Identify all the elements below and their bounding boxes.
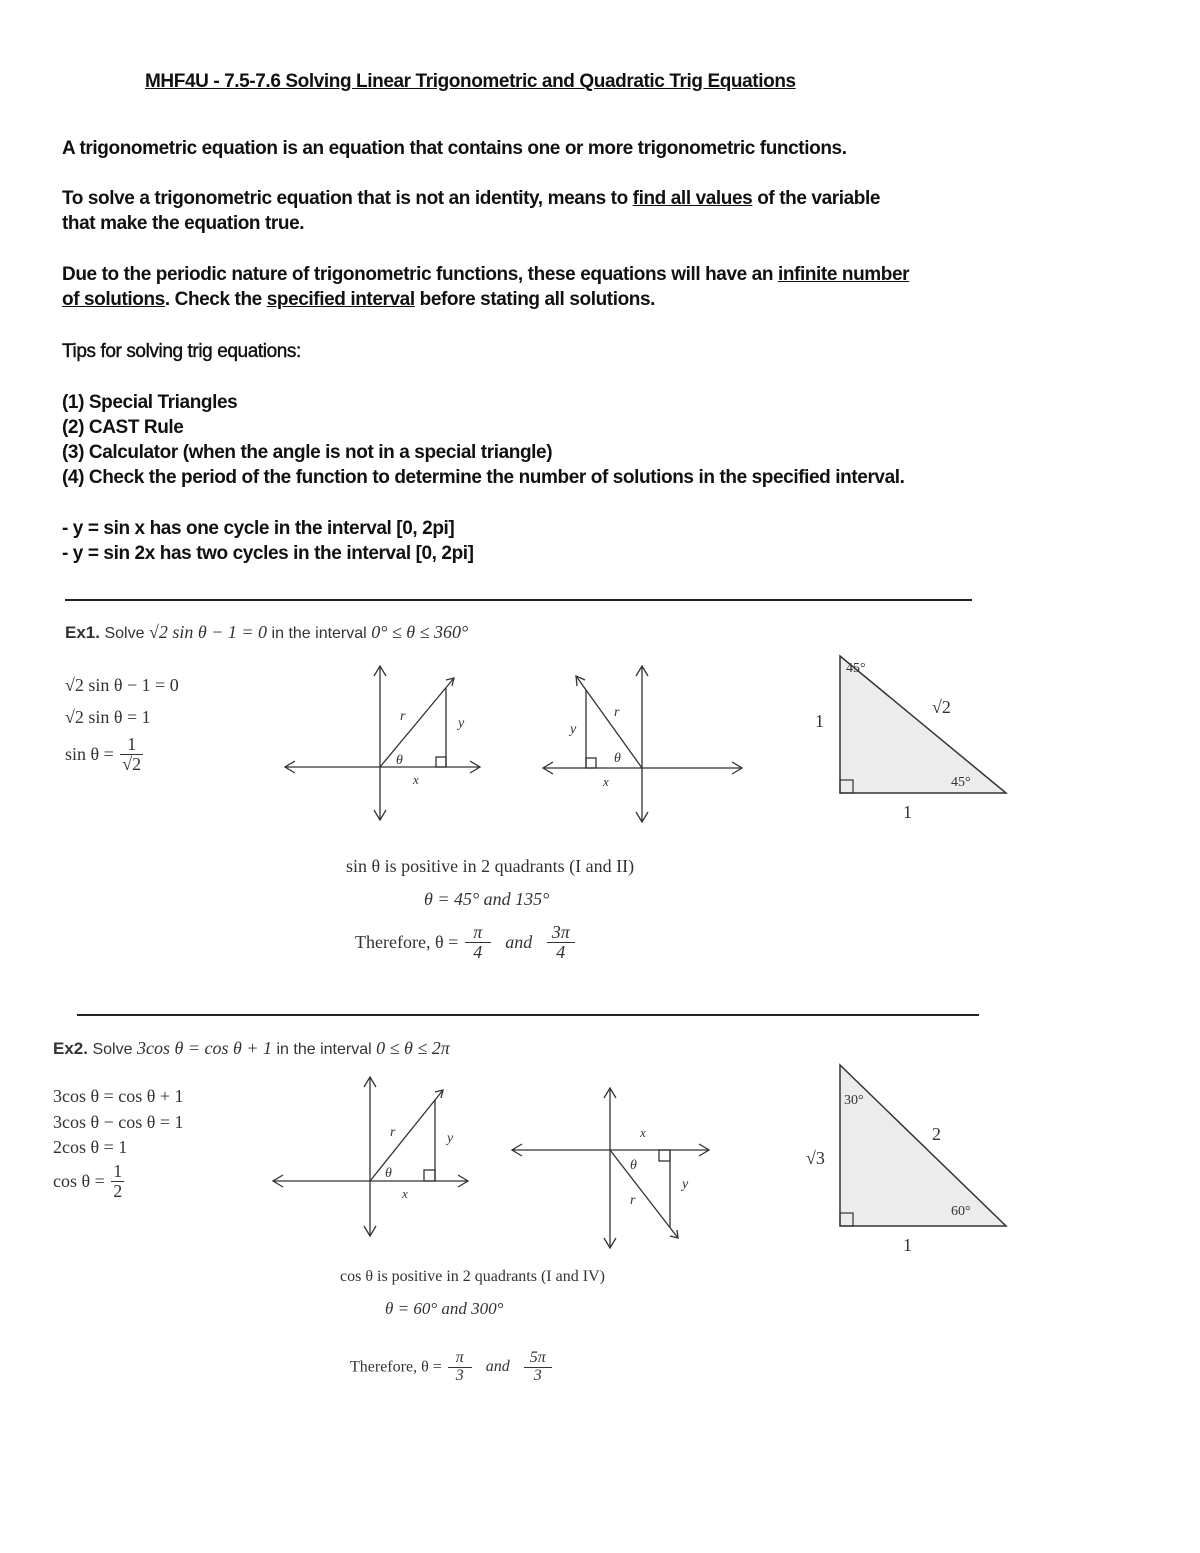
ex2-q4-y-label: y bbox=[682, 1177, 689, 1192]
ex1-answer1-numerator: π bbox=[465, 923, 491, 943]
ex2-step: 2cos θ = 1 bbox=[53, 1137, 128, 1157]
solve-text-pre: To solve a trigonometric equation that is not an identity, means to bbox=[62, 188, 633, 209]
ex1-answer2-denominator: 4 bbox=[556, 941, 566, 962]
ex2-triangle-bottom-angle: 60° bbox=[951, 1204, 971, 1219]
ex2-answer2-denominator: 3 bbox=[533, 1366, 542, 1384]
ex2-answer2-numerator: 5π bbox=[524, 1350, 552, 1368]
tip-item: (2) CAST Rule bbox=[62, 417, 184, 438]
infinite-number-emphasis: infinite number bbox=[777, 264, 910, 285]
ex2-interval-text: in the interval bbox=[276, 1041, 372, 1058]
ex2-therefore bbox=[350, 1350, 554, 1385]
ex2-equation: 3cos θ = cos θ + 1 bbox=[137, 1038, 272, 1058]
periodic-text-mid: . Check the bbox=[164, 289, 267, 310]
ex1-q1-r-label: r bbox=[400, 709, 406, 724]
periodic-text-post: before stating all solutions. bbox=[414, 289, 656, 310]
ex1-q1-theta-label: θ bbox=[396, 753, 403, 768]
ex2-triangle-bottom-side: 1 bbox=[903, 1235, 912, 1255]
ex1-interval-text: in the interval bbox=[271, 625, 367, 642]
ex1-positive-text: sin θ is positive in 2 quadrants (I and II) bbox=[346, 856, 635, 876]
ex1-solve-word: Solve bbox=[104, 625, 145, 642]
ex1-q2-y-label: y bbox=[570, 722, 577, 737]
ex2-therefore-lhs: Therefore, θ = bbox=[350, 1358, 442, 1376]
ex2-q4-r-label: r bbox=[630, 1193, 636, 1208]
ex1-q1-x-label: x bbox=[413, 772, 419, 787]
ex1-q2-theta-label: θ bbox=[614, 751, 621, 766]
tips-heading: Tips for solving trig equations: bbox=[62, 341, 301, 362]
ex2-triangle-left-side: √3 bbox=[806, 1148, 825, 1168]
ex2-interval: 0 ≤ θ ≤ 2π bbox=[376, 1038, 450, 1058]
periodic-text-pre: Due to the periodic nature of trigonometric functions, these equations will have an bbox=[62, 264, 778, 285]
ex2-and-word: and bbox=[485, 1358, 510, 1376]
ex2-q1-x-label: x bbox=[402, 1186, 408, 1201]
tip-item: (3) Calculator (when the angle is not in a special triangle) bbox=[62, 442, 553, 463]
ex1-step: √2 sin θ − 1 = 0 bbox=[65, 675, 179, 695]
ex2-q4-theta-label: θ bbox=[630, 1158, 637, 1173]
tip-note: - y = sin 2x has two cycles in the interval [0, 2pi] bbox=[62, 543, 474, 564]
ex1-therefore-lhs: Therefore, θ = bbox=[355, 931, 459, 952]
ex2-label: Ex2. bbox=[53, 1039, 88, 1058]
find-all-values-emphasis: find all values bbox=[632, 188, 753, 209]
ex2-positive-text: cos θ is positive in 2 quadrants (I and IV) bbox=[340, 1268, 605, 1285]
of-solutions-emphasis: of solutions bbox=[62, 289, 165, 310]
tip-item: (1) Special Triangles bbox=[62, 392, 238, 413]
ex1-angles: θ = 45° and 135° bbox=[424, 889, 550, 909]
tip-note: - y = sin x has one cycle in the interval [0, 2pi] bbox=[62, 518, 455, 539]
ex1-triangle-bottom-angle: 45° bbox=[951, 775, 971, 790]
ex1-triangle-hypotenuse: √2 bbox=[932, 697, 951, 717]
ex1-step3-numerator: 1 bbox=[120, 735, 143, 755]
ex2-solve-word: Solve bbox=[92, 1041, 133, 1058]
ex2-step4-lhs: cos θ = bbox=[53, 1170, 105, 1191]
ex1-triangle-left-side: 1 bbox=[815, 711, 824, 731]
ex1-answer1-denominator: 4 bbox=[473, 941, 483, 962]
ex2-step: 3cos θ − cos θ = 1 bbox=[53, 1112, 184, 1132]
ex2-answer1-numerator: π bbox=[448, 1350, 472, 1368]
ex2-step4-numerator: 1 bbox=[113, 1161, 123, 1181]
ex2-triangle-hypotenuse: 2 bbox=[932, 1124, 941, 1144]
ex1-step3-lhs: sin θ = bbox=[65, 743, 114, 764]
ex2-answer1-denominator: 3 bbox=[455, 1366, 464, 1384]
ex1-equation: √2 sin θ − 1 = 0 bbox=[149, 622, 268, 642]
ex1-triangle-top-angle: 45° bbox=[846, 661, 866, 676]
ex2-angles: θ = 60° and 300° bbox=[385, 1299, 504, 1318]
ex1-q2-x-label: x bbox=[603, 774, 609, 789]
page-title: MHF4U - 7.5-7.6 Solving Linear Trigonometric and Quadratic Trig Equations bbox=[145, 71, 796, 92]
ex2-step4-denominator: 2 bbox=[113, 1180, 123, 1201]
ex1-interval: 0° ≤ θ ≤ 360° bbox=[371, 622, 469, 642]
ex2-q1-r-label: r bbox=[390, 1125, 396, 1140]
ex1-and-word: and bbox=[505, 931, 533, 952]
ex1-q1-y-label: y bbox=[458, 716, 465, 731]
ex2-triangle-top-angle: 30° bbox=[844, 1093, 864, 1108]
tip-item: (4) Check the period of the function to determine the number of solutions in the specified interval. bbox=[62, 467, 905, 488]
specified-interval-emphasis: specified interval bbox=[266, 289, 415, 310]
ex1-step: √2 sin θ = 1 bbox=[65, 707, 151, 727]
ex2-q4-x-label: x bbox=[640, 1125, 646, 1140]
ex1-triangle-bottom-side: 1 bbox=[903, 802, 912, 822]
ex2-q1-y-label: y bbox=[447, 1131, 454, 1146]
ex1-label: Ex1. bbox=[65, 623, 100, 642]
solve-text-line2: that make the equation true. bbox=[62, 213, 305, 234]
ex1-answer2-numerator: 3π bbox=[547, 923, 575, 943]
ex1-q2-r-label: r bbox=[614, 705, 620, 720]
solve-text-post: of the variable bbox=[752, 188, 881, 209]
ex2-step: 3cos θ = cos θ + 1 bbox=[53, 1086, 184, 1106]
ex2-q1-theta-label: θ bbox=[385, 1166, 392, 1181]
ex1-step3-denominator: √2 bbox=[122, 753, 142, 774]
definition-text: A trigonometric equation is an equation that contains one or more trigonometric functions. bbox=[62, 138, 847, 159]
